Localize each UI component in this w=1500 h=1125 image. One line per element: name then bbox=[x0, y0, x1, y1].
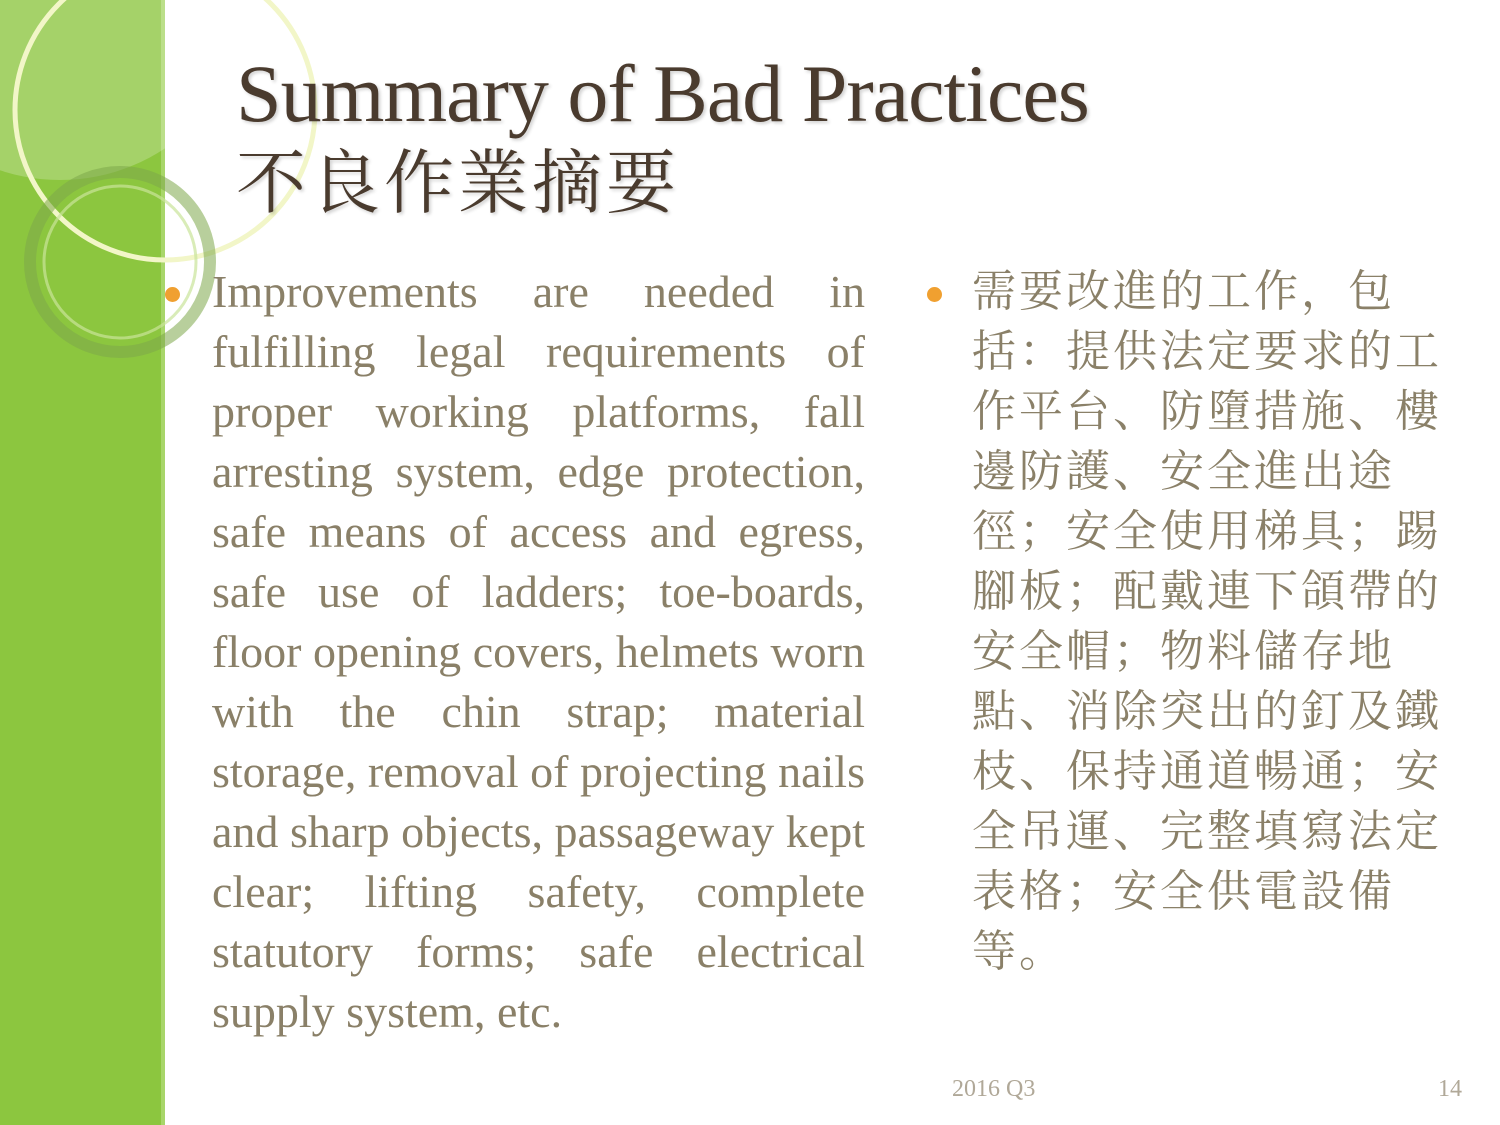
title-chinese: 不良作業摘要 bbox=[236, 142, 680, 224]
page-number: 14 bbox=[1438, 1076, 1462, 1102]
bullet-dot bbox=[165, 287, 180, 302]
bullet-dot bbox=[927, 287, 942, 302]
english-column bbox=[165, 262, 865, 1042]
slide-title bbox=[236, 48, 1089, 226]
english-bullet-text: Improvements are needed in fulfilling legal requirements of proper working platforms, fall arresting system, edge protection, safe means of access and egress, safe use of ladders; toe-boards, floor opening covers, helmets worn with the chin strap; material storage, removal of projecting nails and sharp objects, passageway kept clear; lifting safety, complete statutory forms; safe electrical supply system, etc. bbox=[212, 266, 865, 1037]
chinese-bullet-text: 需要改進的工作，包括：提供法定要求的工作平台、防墮措施、樓邊防護、安全進出途徑；安全使用梯具；踢腳板；配戴連下頜帶的安全帽；物料儲存地點、消除突出的釘及鐵枝、保持通道暢通；安全吊運、完整填寫法定表格；安全供電設備等。 bbox=[972, 266, 1442, 977]
chinese-column bbox=[920, 262, 1480, 982]
footer-date: 2016 Q3 bbox=[952, 1076, 1036, 1102]
title-english: Summary of Bad Practices bbox=[236, 48, 1089, 139]
